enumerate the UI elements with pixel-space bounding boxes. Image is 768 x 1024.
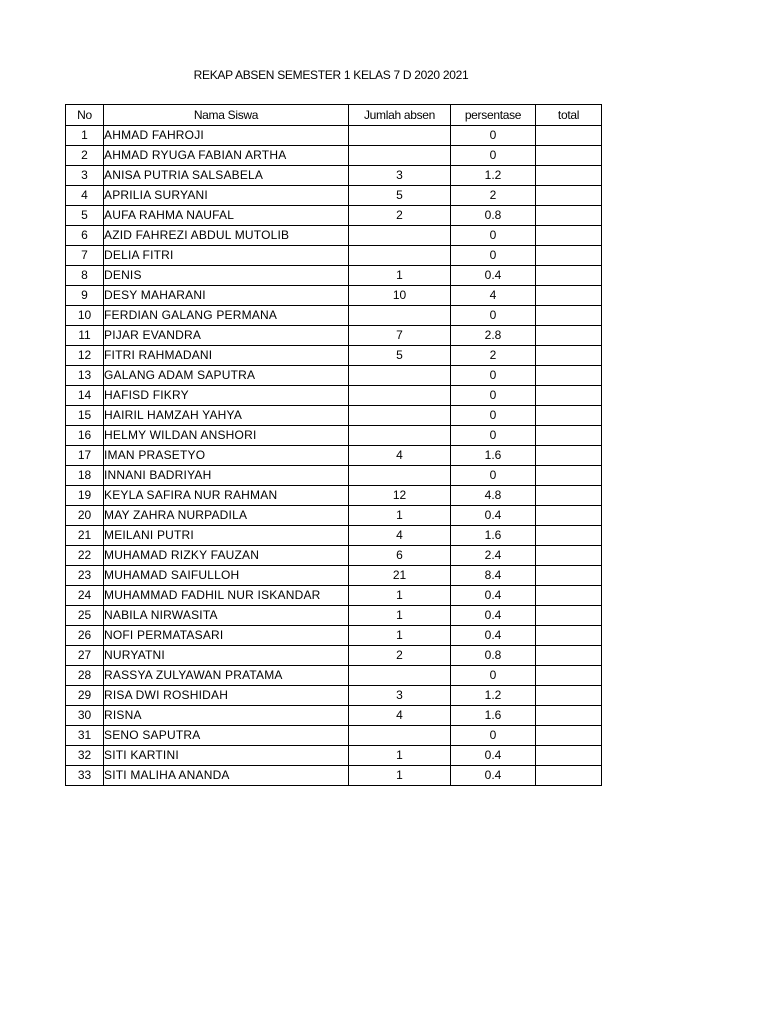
student-name: AUFA RAHMA NAUFAL (104, 206, 349, 226)
absence-count: 6 (349, 546, 451, 566)
absence-percentage: 0 (451, 406, 536, 426)
table-row (66, 326, 602, 346)
absence-percentage: 0 (451, 366, 536, 386)
table-row (66, 586, 602, 606)
student-name: RISNA (104, 706, 349, 726)
student-name: MUHAMAD RIZKY FAUZAN (104, 546, 349, 566)
absence-count (349, 726, 451, 746)
total-cell (536, 706, 602, 726)
total-cell (536, 126, 602, 146)
table-row (66, 306, 602, 326)
table-row (66, 486, 602, 506)
student-name: HELMY WILDAN ANSHORI (104, 426, 349, 446)
student-name: SENO SAPUTRA (104, 726, 349, 746)
absence-count: 21 (349, 566, 451, 586)
row-number: 8 (66, 266, 104, 286)
absence-percentage: 0.4 (451, 506, 536, 526)
absence-count: 4 (349, 706, 451, 726)
row-number: 6 (66, 226, 104, 246)
row-number: 27 (66, 646, 104, 666)
table-row (66, 286, 602, 306)
student-name: RISA DWI ROSHIDAH (104, 686, 349, 706)
total-cell (536, 686, 602, 706)
row-number: 11 (66, 326, 104, 346)
student-name: ANISA PUTRIA SALSABELA (104, 166, 349, 186)
absence-count (349, 386, 451, 406)
absence-count: 4 (349, 446, 451, 466)
total-cell (536, 546, 602, 566)
total-cell (536, 286, 602, 306)
absence-percentage: 1.2 (451, 686, 536, 706)
table-row (66, 626, 602, 646)
absence-percentage: 0.8 (451, 646, 536, 666)
student-name: NABILA NIRWASITA (104, 606, 349, 626)
table-row (66, 706, 602, 726)
table-row (66, 766, 602, 786)
student-name: APRILIA SURYANI (104, 186, 349, 206)
student-name: FITRI RAHMADANI (104, 346, 349, 366)
table-row (66, 446, 602, 466)
absence-percentage: 0.4 (451, 626, 536, 646)
row-number: 17 (66, 446, 104, 466)
table-row (66, 686, 602, 706)
row-number: 25 (66, 606, 104, 626)
table-header (66, 105, 602, 126)
student-name: SITI KARTINI (104, 746, 349, 766)
student-name: RASSYA ZULYAWAN PRATAMA (104, 666, 349, 686)
total-cell (536, 506, 602, 526)
absence-percentage: 0 (451, 126, 536, 146)
table-row (66, 746, 602, 766)
student-name: GALANG ADAM SAPUTRA (104, 366, 349, 386)
absence-percentage: 1.6 (451, 526, 536, 546)
absence-count: 5 (349, 186, 451, 206)
student-name: HAIRIL HAMZAH YAHYA (104, 406, 349, 426)
absence-count: 1 (349, 766, 451, 786)
absence-count (349, 466, 451, 486)
absence-percentage: 4 (451, 286, 536, 306)
row-number: 3 (66, 166, 104, 186)
student-name: NURYATNI (104, 646, 349, 666)
absence-count: 1 (349, 746, 451, 766)
row-number: 16 (66, 426, 104, 446)
row-number: 7 (66, 246, 104, 266)
table-row (66, 466, 602, 486)
absence-count (349, 226, 451, 246)
absence-percentage: 0.4 (451, 766, 536, 786)
table-row (66, 506, 602, 526)
absence-percentage: 0.4 (451, 266, 536, 286)
table-row (66, 666, 602, 686)
absence-percentage: 2 (451, 186, 536, 206)
total-cell (536, 326, 602, 346)
row-number: 28 (66, 666, 104, 686)
student-name: IMAN PRASETYO (104, 446, 349, 466)
absence-percentage: 1.6 (451, 706, 536, 726)
row-number: 21 (66, 526, 104, 546)
table-row (66, 386, 602, 406)
absence-percentage: 4.8 (451, 486, 536, 506)
table-row (66, 606, 602, 626)
row-number: 19 (66, 486, 104, 506)
table-row (66, 246, 602, 266)
absence-count: 1 (349, 626, 451, 646)
absence-count (349, 126, 451, 146)
absence-count: 1 (349, 506, 451, 526)
total-cell (536, 166, 602, 186)
total-cell (536, 766, 602, 786)
total-cell (536, 306, 602, 326)
row-number: 1 (66, 126, 104, 146)
absence-percentage: 1.6 (451, 446, 536, 466)
absence-percentage: 2.4 (451, 546, 536, 566)
row-number: 12 (66, 346, 104, 366)
absence-percentage: 0.8 (451, 206, 536, 226)
table-row (66, 526, 602, 546)
absence-count (349, 666, 451, 686)
total-cell (536, 486, 602, 506)
table-row (66, 226, 602, 246)
table-row (66, 406, 602, 426)
student-name: NOFI PERMATASARI (104, 626, 349, 646)
table-row (66, 366, 602, 386)
table-row (66, 646, 602, 666)
total-cell (536, 746, 602, 766)
student-name: FERDIAN GALANG PERMANA (104, 306, 349, 326)
table-row (66, 126, 602, 146)
row-number: 20 (66, 506, 104, 526)
row-number: 13 (66, 366, 104, 386)
absence-count: 3 (349, 686, 451, 706)
student-name: DENIS (104, 266, 349, 286)
table-row (66, 566, 602, 586)
total-cell (536, 146, 602, 166)
student-name: HAFISD FIKRY (104, 386, 349, 406)
absence-percentage: 2 (451, 346, 536, 366)
total-cell (536, 406, 602, 426)
absence-percentage: 2.8 (451, 326, 536, 346)
student-name: DELIA FITRI (104, 246, 349, 266)
absence-percentage: 0 (451, 226, 536, 246)
row-number: 18 (66, 466, 104, 486)
row-number: 32 (66, 746, 104, 766)
total-cell (536, 626, 602, 646)
table-row (66, 166, 602, 186)
total-cell (536, 186, 602, 206)
student-name: PIJAR EVANDRA (104, 326, 349, 346)
absence-percentage: 0 (451, 146, 536, 166)
table-row (66, 186, 602, 206)
absence-count: 7 (349, 326, 451, 346)
table-row (66, 426, 602, 446)
header-total: total (536, 105, 602, 126)
total-cell (536, 386, 602, 406)
total-cell (536, 566, 602, 586)
row-number: 29 (66, 686, 104, 706)
student-name: SITI MALIHA ANANDA (104, 766, 349, 786)
absence-percentage: 0 (451, 386, 536, 406)
absence-count (349, 306, 451, 326)
absence-count: 1 (349, 266, 451, 286)
student-name: INNANI BADRIYAH (104, 466, 349, 486)
row-number: 24 (66, 586, 104, 606)
total-cell (536, 206, 602, 226)
header-no: No (66, 105, 104, 126)
attendance-table (65, 104, 602, 786)
absence-count (349, 146, 451, 166)
absence-percentage: 0 (451, 666, 536, 686)
row-number: 10 (66, 306, 104, 326)
total-cell (536, 666, 602, 686)
total-cell (536, 646, 602, 666)
row-number: 9 (66, 286, 104, 306)
total-cell (536, 526, 602, 546)
absence-count: 1 (349, 586, 451, 606)
total-cell (536, 246, 602, 266)
row-number: 5 (66, 206, 104, 226)
student-name: MUHAMMAD FADHIL NUR ISKANDAR (104, 586, 349, 606)
absence-count: 2 (349, 646, 451, 666)
row-number: 2 (66, 146, 104, 166)
row-number: 14 (66, 386, 104, 406)
absence-count: 1 (349, 606, 451, 626)
header-absen: Jumlah absen (349, 105, 451, 126)
absence-count: 3 (349, 166, 451, 186)
total-cell (536, 366, 602, 386)
total-cell (536, 226, 602, 246)
absence-percentage: 0 (451, 726, 536, 746)
student-name: MEILANI PUTRI (104, 526, 349, 546)
header-name: Nama Siswa (104, 105, 349, 126)
row-number: 31 (66, 726, 104, 746)
absence-count (349, 246, 451, 266)
header-persentase: persentase (451, 105, 536, 126)
row-number: 15 (66, 406, 104, 426)
student-name: MAY ZAHRA NURPADILA (104, 506, 349, 526)
absence-count: 10 (349, 286, 451, 306)
absence-count: 5 (349, 346, 451, 366)
absence-percentage: 0 (451, 306, 536, 326)
table-row (66, 726, 602, 746)
row-number: 33 (66, 766, 104, 786)
student-name: AZID FAHREZI ABDUL MUTOLIB (104, 226, 349, 246)
absence-percentage: 0.4 (451, 746, 536, 766)
student-name: AHMAD RYUGA FABIAN ARTHA (104, 146, 349, 166)
absence-count (349, 426, 451, 446)
total-cell (536, 446, 602, 466)
student-name: KEYLA SAFIRA NUR RAHMAN (104, 486, 349, 506)
row-number: 23 (66, 566, 104, 586)
row-number: 26 (66, 626, 104, 646)
absence-count: 2 (349, 206, 451, 226)
table-body (66, 126, 602, 786)
absence-percentage: 0 (451, 246, 536, 266)
document-title: REKAP ABSEN SEMESTER 1 KELAS 7 D 2020 2021 (193, 68, 469, 82)
absence-percentage: 1.2 (451, 166, 536, 186)
absence-count (349, 366, 451, 386)
absence-percentage: 0.4 (451, 586, 536, 606)
total-cell (536, 426, 602, 446)
absence-percentage: 0 (451, 426, 536, 446)
total-cell (536, 266, 602, 286)
total-cell (536, 346, 602, 366)
row-number: 30 (66, 706, 104, 726)
total-cell (536, 466, 602, 486)
total-cell (536, 586, 602, 606)
total-cell (536, 606, 602, 626)
absence-count (349, 406, 451, 426)
student-name: AHMAD FAHROJI (104, 126, 349, 146)
table-row (66, 206, 602, 226)
student-name: MUHAMAD SAIFULLOH (104, 566, 349, 586)
table-row (66, 266, 602, 286)
table-row (66, 546, 602, 566)
absence-percentage: 8.4 (451, 566, 536, 586)
absence-percentage: 0.4 (451, 606, 536, 626)
table-row (66, 146, 602, 166)
row-number: 4 (66, 186, 104, 206)
table-row (66, 346, 602, 366)
row-number: 22 (66, 546, 104, 566)
total-cell (536, 726, 602, 746)
absence-count: 4 (349, 526, 451, 546)
absence-percentage: 0 (451, 466, 536, 486)
absence-count: 12 (349, 486, 451, 506)
header-row (66, 105, 602, 126)
student-name: DESY MAHARANI (104, 286, 349, 306)
